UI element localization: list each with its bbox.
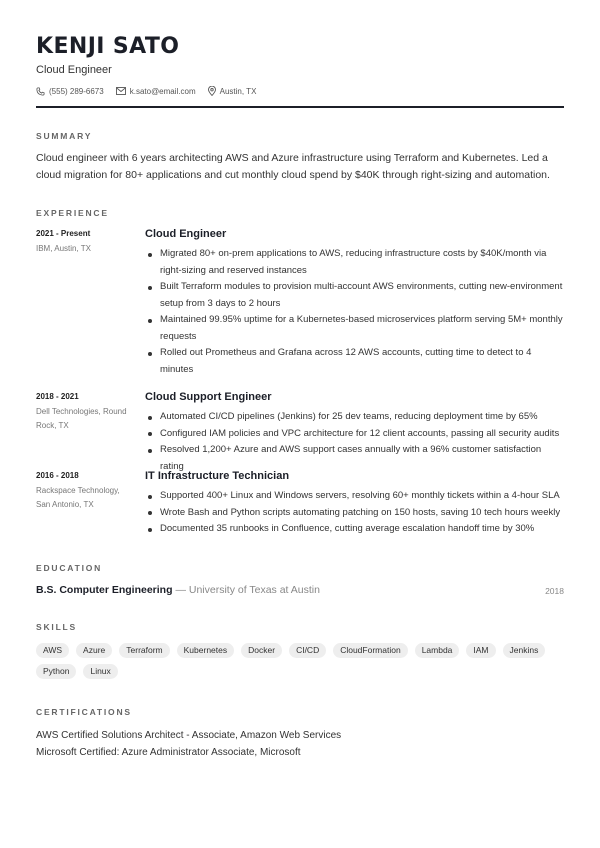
skill-chip: CloudFormation [333,643,407,658]
bullet-item: Built Terraform modules to provision multi-account AWS environments, cutting new-environment setup from 3 days to 2 hours [145,279,565,312]
skill-chip: Azure [76,643,112,658]
job-company: Rackspace Technology, San Antonio, TX [36,486,120,509]
skill-chip: Terraform [119,643,169,658]
skill-chip: Docker [241,643,282,658]
candidate-name: KENJI SATO [36,34,180,59]
location-pin-icon [208,86,216,96]
mail-icon [116,87,126,95]
bullet-item: Migrated 80+ on-prem applications to AWS, reducing infrastructure costs by $40K/month via right-sizing and reserved instances [145,246,565,279]
contact-bar [36,86,268,96]
experience-heading: EXPERIENCE [36,208,109,218]
job-meta [36,228,136,256]
summary-text: Cloud engineer with 6 years architecting AWS and Azure infrastructure using Terraform and Kubernetes. Led a cloud migration for 80+ applications and cut monthly cloud spend by $40K through right-sizing and automation. [36,152,550,181]
job-title: Cloud Engineer [145,228,227,240]
job-dates: 2018 - 2021 [36,392,79,401]
skill-chip: Python [36,664,76,679]
job-bullets [145,488,565,538]
certifications-heading: CERTIFICATIONS [36,707,132,717]
job-bullets [145,409,565,475]
skills-heading: SKILLS [36,622,78,632]
phone-icon [36,87,45,96]
education-heading: EDUCATION [36,563,103,573]
skill-chip: Linux [83,664,117,679]
bullet-item: Maintained 99.95% uptime for a Kubernetes-based microservices platform serving 5M+ monthly requests [145,312,565,345]
certifications-list [36,727,341,761]
bullet-item: Wrote Bash and Python scripts automating patching on 150 hosts, saving 10 tech hours weekly [145,505,565,522]
bullet-item: Supported 400+ Linux and Windows servers, resolving 60+ monthly tickets within a 4-hour SLA [145,488,565,505]
bullet-item: Automated CI/CD pipelines (Jenkins) for 25 dev teams, reducing deployment time by 65% [145,409,565,426]
skill-chip: IAM [466,643,495,658]
skill-chip: Kubernetes [177,643,234,658]
contact-location [208,86,257,96]
bullet-item: Resolved 1,200+ Azure and AWS support cases annually with a 96% customer satisfaction rating [145,442,565,475]
job-company: IBM, Austin, TX [36,244,91,253]
certification-item: AWS Certified Solutions Architect - Associate, Amazon Web Services [36,730,342,741]
summary-heading: SUMMARY [36,131,93,141]
skill-chip: Lambda [415,643,460,658]
job-meta [36,470,136,512]
skill-chip: AWS [36,643,69,658]
skill-chip: CI/CD [289,643,326,658]
contact-phone [36,87,104,96]
skill-chip: Jenkins [503,643,546,658]
contact-email [116,87,196,96]
job-dates: 2021 - Present [36,229,91,238]
bullet-item: Rolled out Prometheus and Grafana across 12 AWS accounts, cutting time to detect to 4 minutes [145,345,565,378]
education-separator: — [175,584,186,596]
bullet-item: Configured IAM policies and VPC architecture for 12 client accounts, passing all security audits [145,426,565,443]
email-text: k.sato@email.com [129,86,196,96]
job-company: Dell Technologies, Round Rock, TX [36,407,127,430]
degree: B.S. Computer Engineering [36,584,173,596]
job-title: IT Infrastructure Technician [145,470,290,482]
job-title-headline: Cloud Engineer [36,64,112,76]
phone-text: (555) 289-6673 [49,86,104,96]
job-dates: 2016 - 2018 [36,471,79,480]
skills-list [36,643,576,679]
job-meta [36,391,136,433]
job-title: Cloud Support Engineer [145,391,272,403]
bullet-item: Documented 35 runbooks in Confluence, cutting average escalation handoff time by 30% [145,521,565,538]
education-entry [36,584,320,596]
certification-item: Microsoft Certified: Azure Administrator Associate, Microsoft [36,747,301,758]
graduation-year: 2018 [545,586,564,596]
header-divider [36,106,564,108]
school: University of Texas at Austin [188,584,320,596]
location-text: Austin, TX [219,86,257,96]
job-bullets [145,246,565,378]
